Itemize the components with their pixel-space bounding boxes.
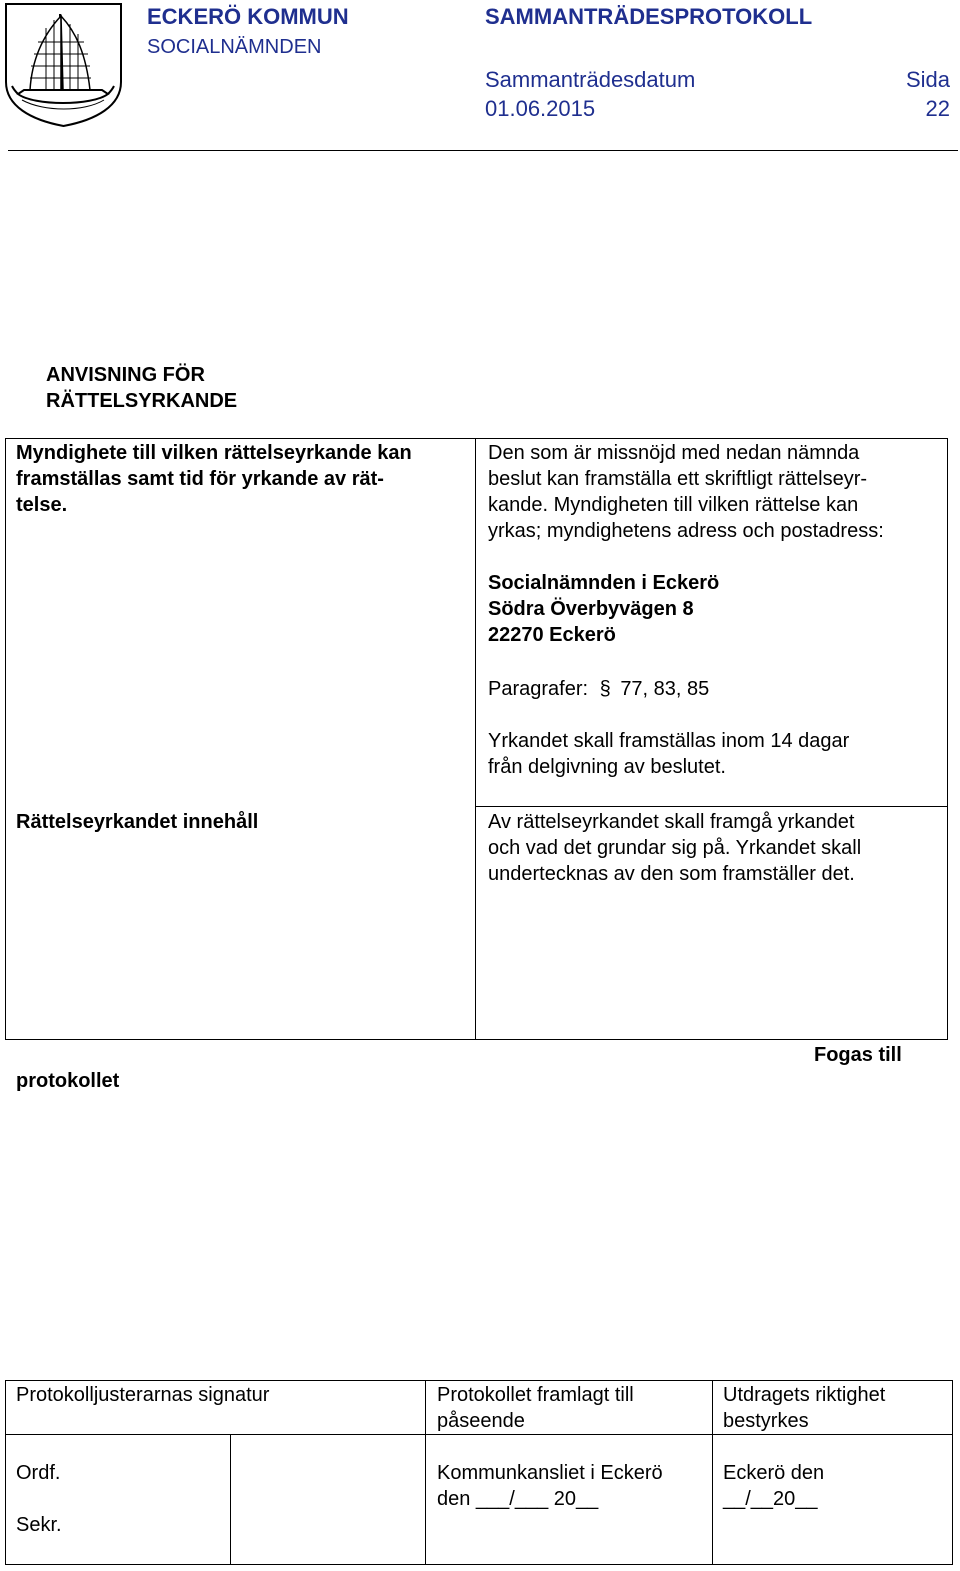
section-title-line: RÄTTELSYRKANDE xyxy=(46,390,238,412)
authority-address xyxy=(488,570,943,648)
attach-label-left: protokollet xyxy=(16,1070,120,1092)
authority-text xyxy=(488,440,943,544)
paragraph-sign: § xyxy=(599,678,611,700)
section-title-line: ANVISNING FÖR xyxy=(46,364,205,386)
attach-label-right: Fogas till xyxy=(814,1044,902,1066)
deadline-line: från delgivning av beslutet. xyxy=(488,756,726,778)
authority-text-line: yrkas; myndighetens adress och postadress: xyxy=(488,520,884,542)
address-line: Socialnämnden i Eckerö xyxy=(488,572,720,594)
chairman-label: Ordf. xyxy=(16,1462,61,1484)
content-text xyxy=(488,809,943,887)
deadline-line: Yrkandet skall framställas inom 14 dagar xyxy=(488,730,850,752)
content-heading: Rättelseyrkandet innehåll xyxy=(16,811,259,833)
municipality-name: ECKERÖ KOMMUN xyxy=(147,4,349,29)
authority-heading xyxy=(16,440,471,518)
signature-column-header: Protokolljusterarnas signatur xyxy=(16,1384,270,1406)
authority-heading-line: Myndighete till vilken rättelseyrkande kan xyxy=(16,442,412,464)
certification-line: Eckerö den xyxy=(723,1462,825,1484)
row-divider xyxy=(475,806,948,807)
content-text-line: Av rättelseyrkandet skall framgå yrkandet xyxy=(488,811,855,833)
inspection-line: den ___/___ 20__ xyxy=(437,1488,599,1510)
paragraphs-line xyxy=(488,676,943,702)
deadline-text xyxy=(488,728,943,780)
column-divider xyxy=(475,438,476,1040)
page-label: Sida xyxy=(905,67,950,92)
authority-text-line: kande. Myndigheten till vilken rättelse kan xyxy=(488,494,859,516)
section-title xyxy=(46,362,366,414)
authority-text-line: beslut kan framställa ett skriftligt rättelseyr- xyxy=(488,468,868,490)
authority-heading-line: framställas samt tid för yrkande av rät- xyxy=(16,468,384,490)
meeting-date-label: Sammanträdesdatum xyxy=(485,67,696,92)
meeting-date-value: 01.06.2015 xyxy=(485,96,596,121)
header-divider xyxy=(8,150,958,151)
header-line: Utdragets riktighet xyxy=(723,1384,886,1406)
secretary-label: Sekr. xyxy=(16,1514,62,1536)
address-line: Södra Överbyvägen 8 xyxy=(488,598,694,620)
municipality-seal xyxy=(4,2,123,128)
header-line: bestyrkes xyxy=(723,1410,809,1432)
paragraphs-label: Paragrafer: xyxy=(488,678,589,700)
inspection-line: Kommunkansliet i Eckerö xyxy=(437,1462,663,1484)
content-text-line: undertecknas av den som framställer det. xyxy=(488,863,855,885)
extract-certified-header xyxy=(723,1382,948,1434)
certification-place xyxy=(723,1460,948,1512)
header-line: Protokollet framlagt till xyxy=(437,1384,634,1406)
header-line: påseende xyxy=(437,1410,525,1432)
content-text-line: och vad det grundar sig på. Yrkandet skall xyxy=(488,837,862,859)
inspection-place xyxy=(437,1460,717,1512)
address-line: 22270 Eckerö xyxy=(488,624,616,646)
authority-text-line: Den som är missnöjd med nedan nämnda xyxy=(488,442,860,464)
committee-name: SOCIALNÄMNDEN xyxy=(147,36,322,58)
public-inspection-header xyxy=(437,1382,717,1434)
authority-heading-line: telse. xyxy=(16,494,68,516)
certification-line: __/__20__ xyxy=(723,1488,818,1510)
document-type: SAMMANTRÄDESPROTOKOLL xyxy=(485,4,813,29)
paragraphs-value: 77, 83, 85 xyxy=(620,678,710,700)
page-number: 22 xyxy=(925,96,950,121)
